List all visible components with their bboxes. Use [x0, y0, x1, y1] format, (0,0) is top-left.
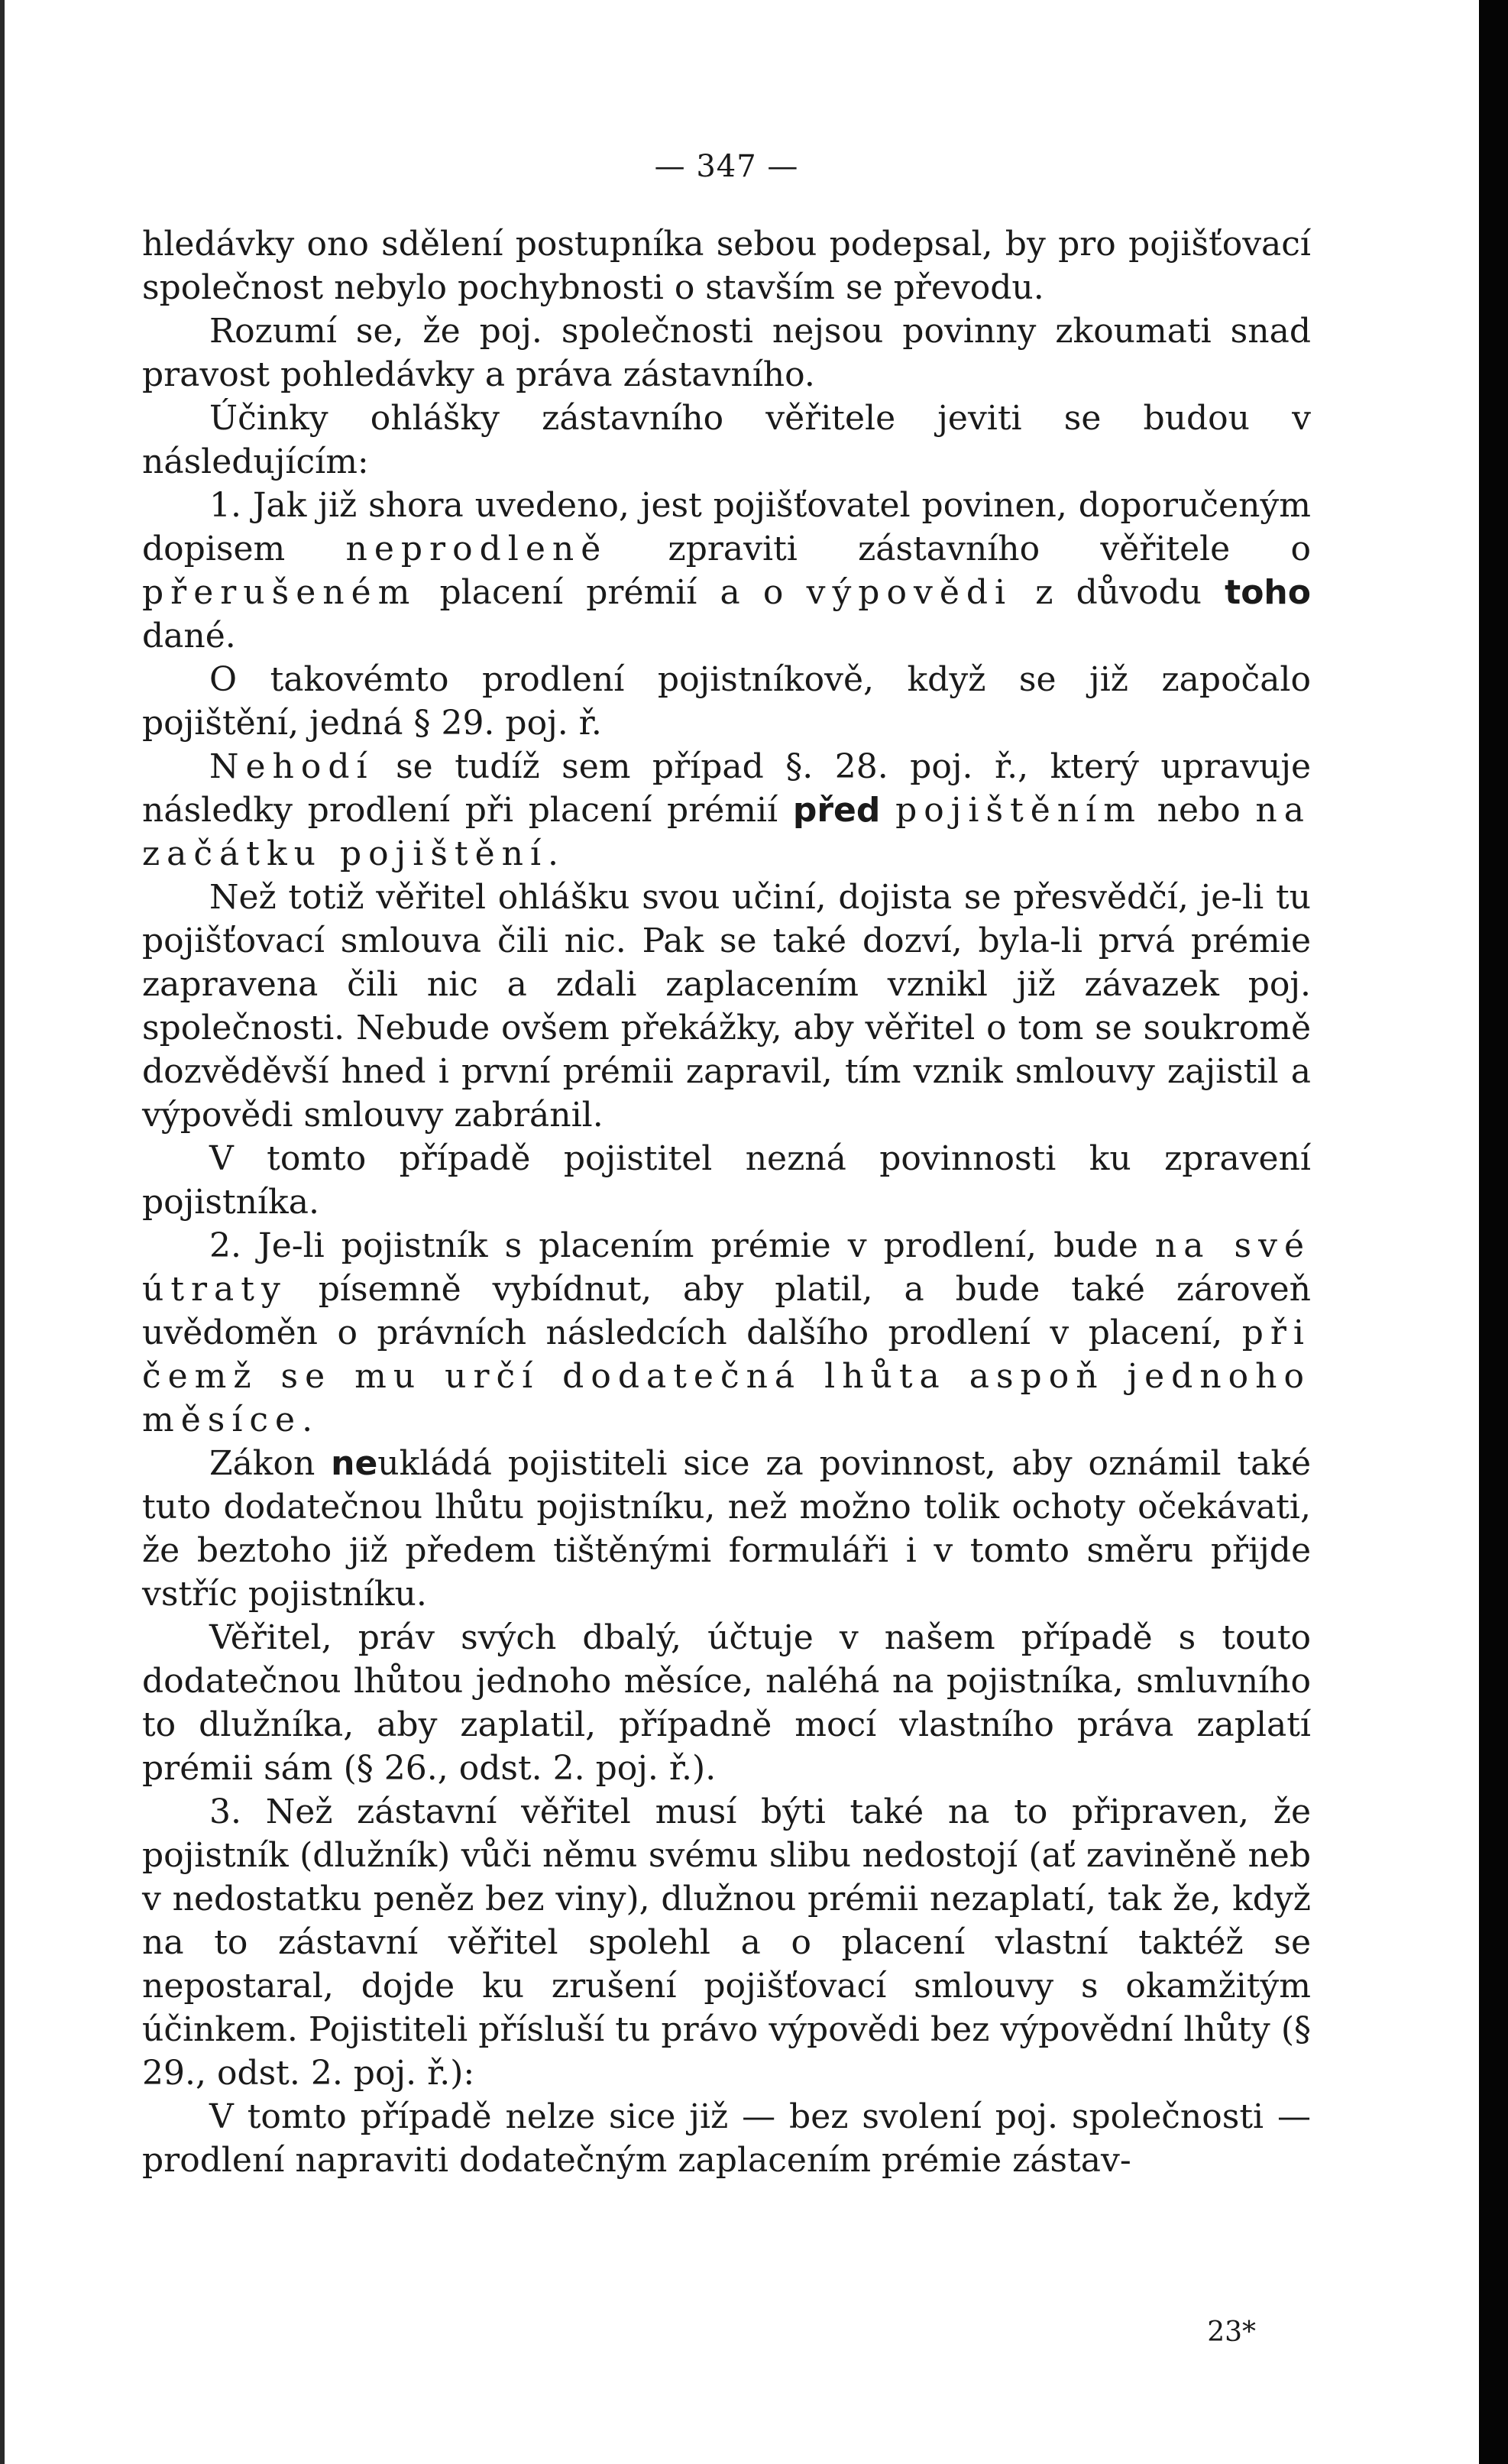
bold-emphasis-text: ne	[331, 1444, 378, 1483]
scan-edge-right	[1479, 0, 1508, 2464]
paragraph-text: V tomto případě pojistitel nezná povinnosti ku zpravení pojistníka.	[142, 1139, 1311, 1222]
paragraph	[142, 1616, 1311, 1790]
paragraph-text: hledávky ono sdělení postupníka sebou podepsal, by pro pojišťovací společnost nebylo pochybnosti o stavším se převodu.	[142, 225, 1311, 307]
paragraph-text: O takovémto prodlení pojistníkově, když se již započalo pojištění, jedná § 29. poj. ř.	[142, 660, 1311, 743]
paragraph-text: písemně vybídnut, aby platil, a bude také zároveň uvědoměn o právních následcích dalšího prodlení v placení,	[142, 1270, 1311, 1352]
paragraph	[142, 397, 1311, 484]
spaced-emphasis-text: výpovědi	[806, 573, 1013, 612]
spaced-emphasis-text: na své útraty	[142, 1226, 1311, 1309]
paragraph-text: Rozumí se, že poj. společnosti nejsou povinny zkoumati snad pravost pohledávky a práva zástavního.	[142, 312, 1311, 394]
paragraph-text: nebo	[1141, 791, 1256, 830]
paragraph	[142, 484, 1311, 658]
paragraph-text: placení prémií a o	[416, 573, 807, 612]
paragraph	[142, 876, 1311, 1137]
paragraph	[142, 1224, 1311, 1442]
paragraph	[142, 658, 1311, 745]
paragraph-text: zpraviti zástavního věřitele o	[607, 529, 1311, 568]
paragraph-text: Než totiž věřitel ohlášku svou učiní, dojista se přesvědčí, je-li tu pojišťovací smlouva čili nic. Pak se také dozví, byla-li prvá prémie zapravena čili nic a zdali zaplacením vznikl již závazek poj. společnosti. Nebude ovšem překážky, aby věřitel o tom se soukromě dozvěděvší hned i první prémii zapravil, tím vznik smlouvy zajistil a výpovědi smlouvy zabránil.	[142, 878, 1311, 1135]
spaced-emphasis-text: Nehodí	[209, 747, 374, 786]
paragraph-text: Věřitel, práv svých dbalý, účtuje v našem případě s touto dodatečnou lhůtou jednoho měsíce, naléhá na pojistníka, smluvního to dlužníka, aby zaplatil, případně mocí vlastního práva zaplatí prémii sám (§ 26., odst. 2. poj. ř.).	[142, 1618, 1311, 1788]
paragraph-text: 2. Je-li pojistník s placením prémie v prodlení, bude	[209, 1226, 1155, 1265]
paragraph-text: z důvodu	[1012, 573, 1225, 612]
spaced-emphasis-text: na začátku pojištění.	[142, 791, 1311, 873]
paragraph	[142, 2095, 1311, 2182]
spaced-emphasis-text: pojištěním	[895, 791, 1142, 830]
paragraph	[142, 745, 1311, 876]
paragraph-text: se tudíž sem případ §. 28. poj. ř., který upravuje následky prodlení při placení prémií	[142, 747, 1311, 830]
paragraph	[142, 1442, 1311, 1616]
paragraph	[142, 1137, 1311, 1224]
paragraph	[142, 1790, 1311, 2095]
book-page	[142, 149, 1311, 2182]
page-body	[142, 222, 1311, 2182]
paragraph-text: V tomto případě nelze sice již — bez svolení poj. společnosti — prodlení napraviti dodatečným zaplacením prémie zástav-	[142, 2097, 1311, 2180]
bold-emphasis-text: před	[792, 791, 881, 830]
spaced-emphasis-text: při čemž se mu určí dodatečná lhůta aspoň jednoho měsíce.	[142, 1313, 1311, 1439]
paragraph-text	[880, 791, 895, 830]
bold-emphasis-text: toho	[1225, 573, 1311, 612]
paragraph-text: 1. Jak již shora uvedeno, jest pojišťovatel povinen, doporučeným dopisem	[142, 486, 1311, 568]
paragraph-text: ukládá pojistiteli sice za povinnost, aby oznámil také tuto dodatečnou lhůtu pojistníku, než možno tolik ochoty očekávati, že beztoho již předem tištěnými formuláři i v tomto směru přijde vstříc pojistníku.	[142, 1444, 1312, 1614]
sheet-signature: 23*	[1207, 2317, 1256, 2348]
spaced-emphasis-text: přerušeném	[142, 573, 417, 612]
scan-edge-left	[0, 0, 5, 2464]
paragraph-text: dané.	[142, 617, 236, 656]
paragraph	[142, 309, 1311, 397]
paragraph-text: 3. Než zástavní věřitel musí býti také na to připraven, že pojistník (dlužník) vůči němu svému slibu nedostojí (ať zaviněně neb v nedostatku peněz bez viny), dlužnou prémii nezaplatí, tak že, když na to zástavní věřitel spolehl a o placení vlastní taktéž se nepostaral, dojde ku zrušení pojišťovací smlouvy s okamžitým účinkem. Pojistiteli přísluší tu právo výpovědi bez výpovědní lhůty (§ 29., odst. 2. poj. ř.):	[142, 1792, 1311, 2093]
paragraph-text: Účinky ohlášky zástavního věřitele jeviti se budou v následujícím:	[142, 399, 1311, 481]
page-number: — 347 —	[654, 149, 799, 184]
paragraph	[142, 222, 1311, 309]
paragraph-text: Zákon	[209, 1444, 332, 1483]
spaced-emphasis-text: neprodleně	[345, 529, 608, 568]
